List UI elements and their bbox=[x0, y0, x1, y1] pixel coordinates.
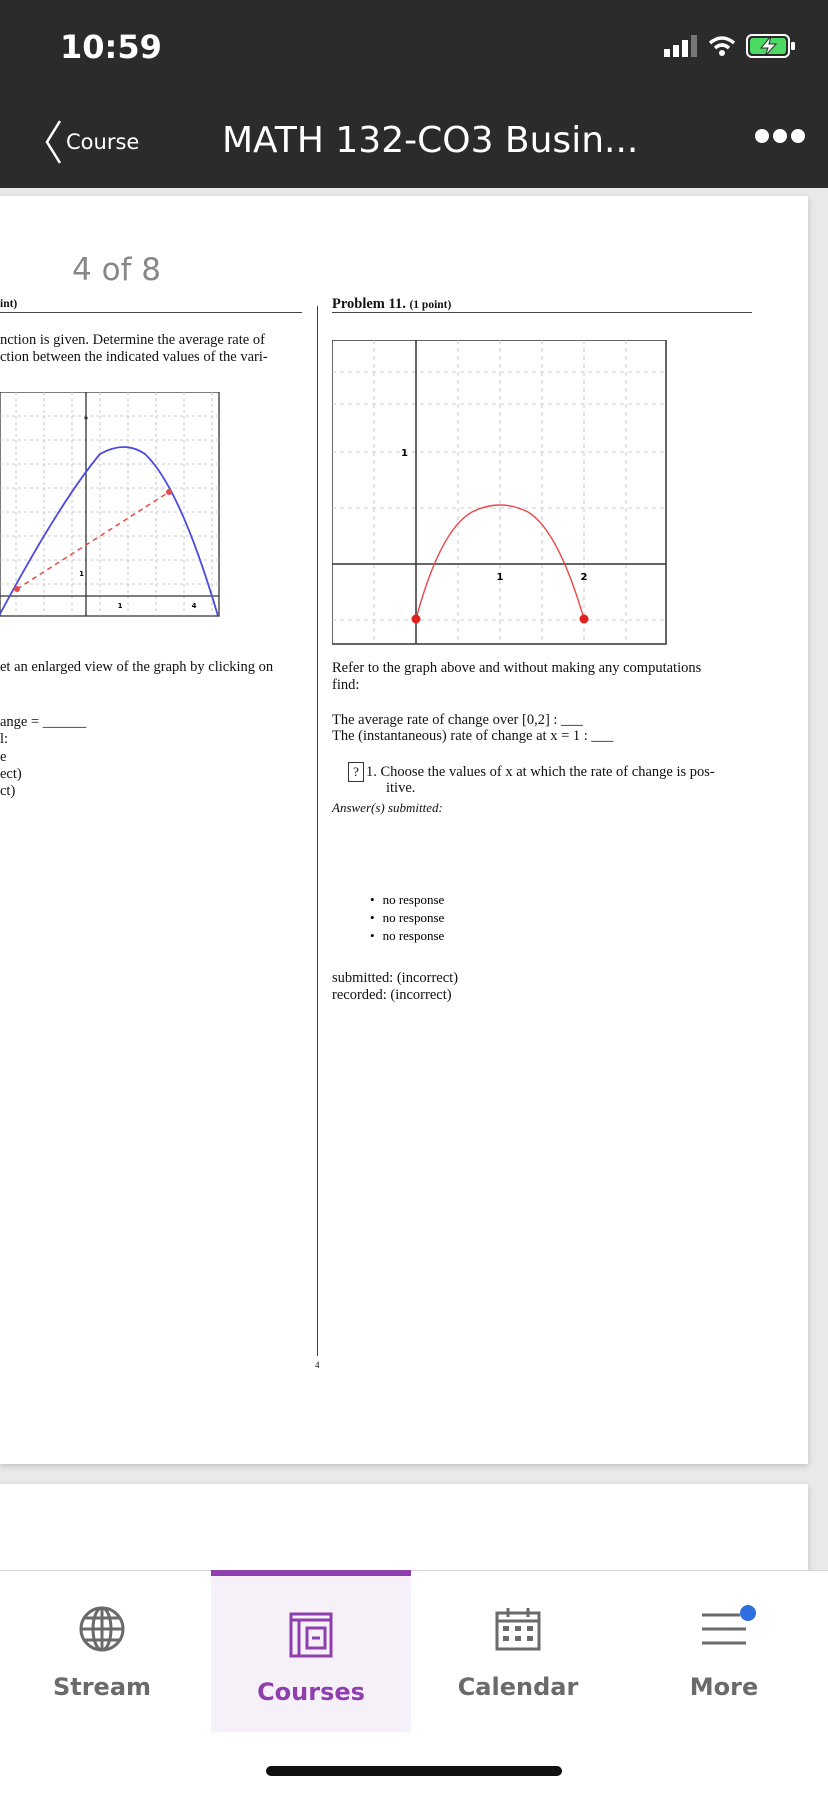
courses-icon bbox=[287, 1610, 335, 1658]
tab-calendar[interactable] bbox=[418, 1571, 618, 1727]
left-answer-line: ange = ______ bbox=[0, 714, 87, 730]
page-title: MATH 132-CO3 Busin... bbox=[222, 120, 639, 161]
tab-calendar-label: Calendar bbox=[457, 1673, 579, 1701]
submitted-status: submitted: (incorrect) bbox=[332, 970, 459, 986]
chevron-left-icon bbox=[44, 119, 62, 165]
left-header-rule bbox=[0, 312, 302, 313]
list-item: • no response bbox=[370, 910, 444, 928]
choice-question-cont: itive. bbox=[386, 780, 416, 796]
home-indicator bbox=[266, 1766, 562, 1776]
left-enlarge-text: et an enlarged view of the graph by clicking on bbox=[0, 659, 274, 675]
status-time: 10:59 bbox=[60, 28, 162, 66]
left-graph[interactable] bbox=[0, 392, 222, 618]
refer-text-line1: Refer to the graph above and without making any computations bbox=[332, 660, 702, 676]
document-viewer[interactable] bbox=[0, 188, 828, 1570]
choice-question bbox=[348, 762, 715, 782]
left-answer-line: ect) bbox=[0, 766, 22, 782]
problem-header bbox=[332, 296, 451, 313]
document-page bbox=[0, 196, 808, 1464]
more-options-icon[interactable] bbox=[754, 126, 806, 146]
tab-stream[interactable] bbox=[2, 1571, 202, 1727]
help-box[interactable]: ? bbox=[348, 762, 364, 782]
left-answer-line: l: bbox=[0, 731, 9, 747]
back-label: Course bbox=[66, 130, 140, 154]
tab-more[interactable] bbox=[624, 1571, 824, 1727]
left-intro-line2: ction between the indicated values of the vari- bbox=[0, 349, 268, 365]
back-button[interactable] bbox=[44, 116, 139, 168]
graph-x-label: 2 bbox=[580, 572, 588, 583]
left-problem-header: int) bbox=[0, 298, 18, 310]
status-icons bbox=[664, 34, 796, 58]
graph-x-label: 1 bbox=[496, 572, 504, 583]
average-rate-question: The average rate of change over [0,2] : ___ bbox=[332, 712, 583, 728]
left-answer-line: e bbox=[0, 749, 7, 765]
tab-courses-label: Courses bbox=[257, 1678, 365, 1706]
tab-courses[interactable] bbox=[211, 1570, 411, 1732]
left-graph-label: 4 bbox=[191, 602, 197, 610]
answers-submitted-label: Answer(s) submitted: bbox=[332, 800, 443, 815]
instantaneous-rate-question: The (instantaneous) rate of change at x = 1 : ___ bbox=[332, 728, 614, 744]
nav-bar bbox=[0, 96, 828, 188]
problem-title: Problem 11. bbox=[332, 296, 406, 312]
recorded-status: recorded: (incorrect) bbox=[332, 987, 452, 1003]
graph-y-label: 1 bbox=[401, 448, 408, 459]
notification-dot bbox=[740, 1605, 756, 1621]
problem-graph[interactable] bbox=[332, 340, 668, 646]
column-divider bbox=[317, 306, 318, 1356]
list-item: • no response bbox=[370, 928, 444, 946]
left-graph-label: 1 bbox=[79, 570, 84, 578]
left-intro-line1: nction is given. Determine the average rate of bbox=[0, 332, 265, 348]
page-number: 4 bbox=[315, 1360, 320, 1370]
battery-charging-icon bbox=[746, 34, 796, 58]
calendar-icon bbox=[494, 1605, 542, 1653]
left-graph-label: 1 bbox=[117, 602, 123, 610]
left-answer-line: ct) bbox=[0, 783, 16, 799]
next-document-page bbox=[0, 1484, 808, 1570]
refer-text-line2: find: bbox=[332, 677, 360, 693]
tab-bar bbox=[0, 1570, 828, 1793]
page-counter: 4 of 8 bbox=[72, 252, 162, 288]
problem-points: (1 point) bbox=[409, 299, 452, 311]
wifi-icon bbox=[708, 35, 736, 57]
globe-icon bbox=[78, 1605, 126, 1653]
list-item: • no response bbox=[370, 892, 444, 910]
signal-icon bbox=[664, 35, 698, 57]
status-bar bbox=[0, 0, 828, 96]
choice-question-text: 1. Choose the values of x at which the rate of change is pos- bbox=[366, 764, 715, 780]
answers-list bbox=[370, 892, 444, 946]
tab-more-label: More bbox=[689, 1673, 759, 1701]
tab-stream-label: Stream bbox=[52, 1673, 152, 1701]
